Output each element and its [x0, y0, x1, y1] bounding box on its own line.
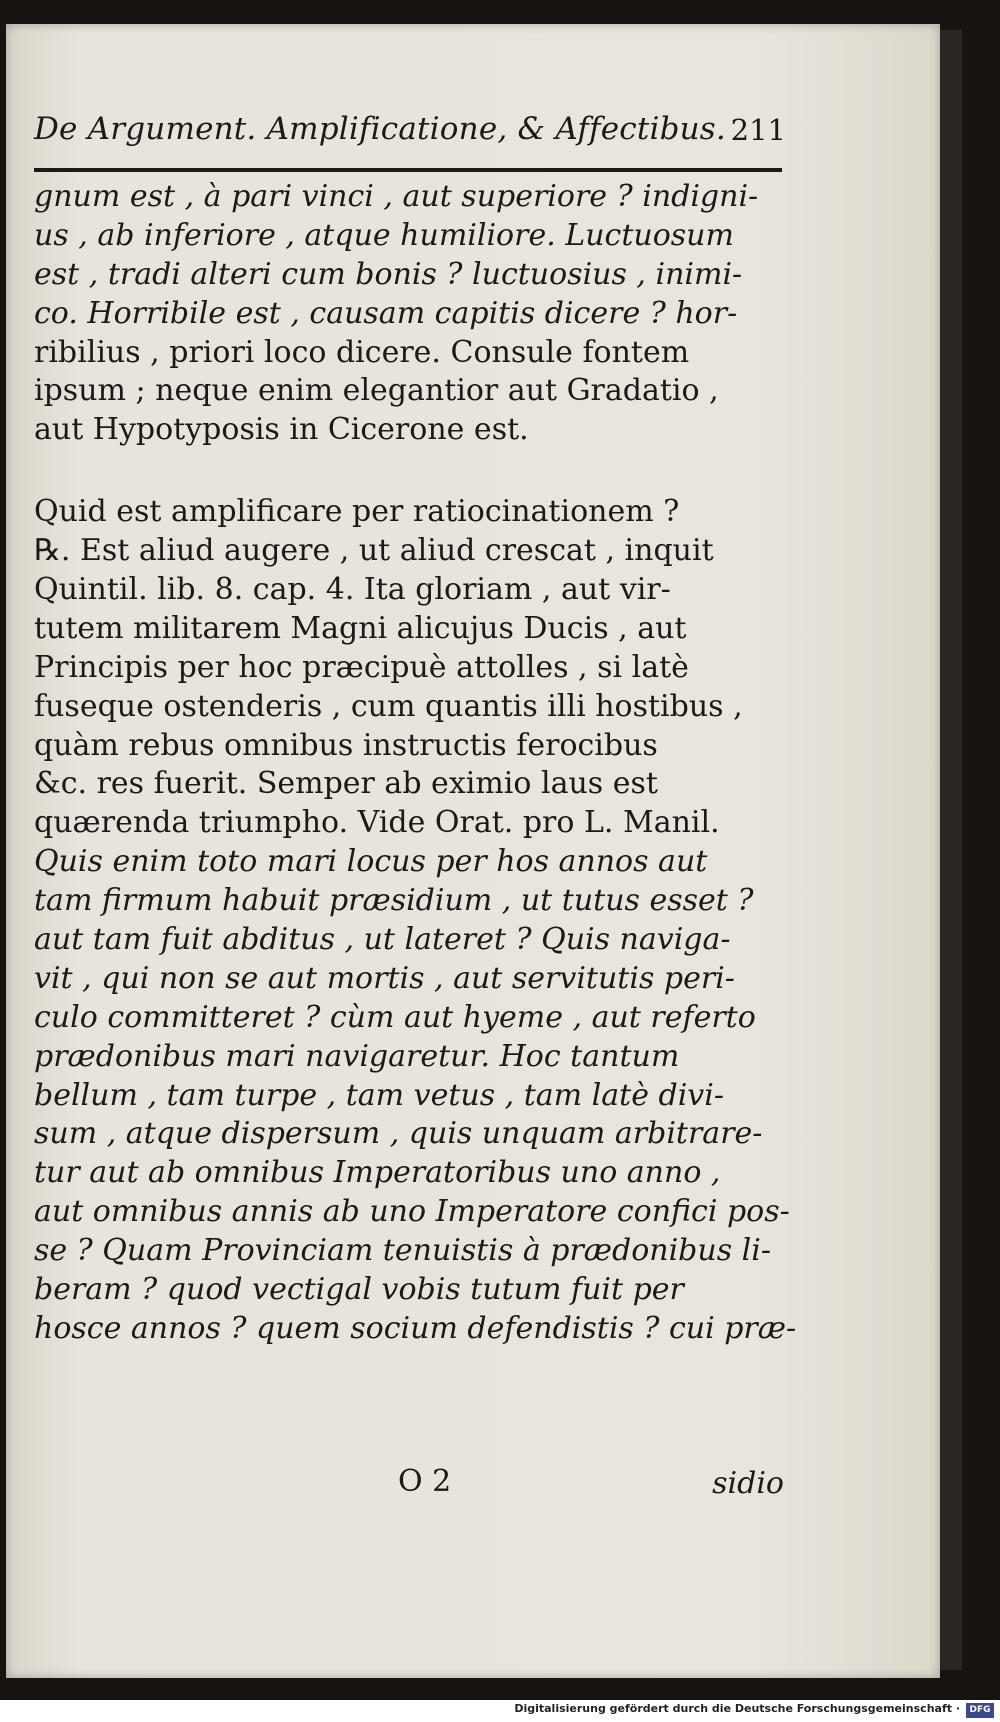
catchword: sidio	[712, 1466, 784, 1501]
text-line: fuseque ostenderis , cum quantis illi hostibus ,	[34, 688, 743, 724]
signature-mark: O 2	[398, 1464, 452, 1499]
text-line: prædonibus mari navigaretur. Hoc tantum	[34, 1038, 680, 1074]
text-line: se ? Quam Provinciam tenuistis à prædonibus li-	[34, 1233, 771, 1269]
text-line: tur aut ab omnibus Imperatoribus uno anno ,	[34, 1155, 721, 1191]
text-line: ℞. Est aliud augere , ut aliud crescat , inquit	[34, 533, 714, 569]
header-rule	[34, 168, 782, 172]
funding-credit: Digitalisierung gefördert durch die Deutsche Forschungsgemeinschaft ·	[514, 1702, 960, 1715]
text-line: Quis enim toto mari locus per hos annos aut	[34, 844, 708, 880]
text-line: us , ab inferiore , atque humiliore. Luctuosum	[34, 217, 734, 253]
page-header	[30, 103, 790, 151]
text-line: tutem militarem Magni alicujus Ducis , aut	[34, 610, 687, 646]
text-line: co. Horribile est , causam capitis dicere ? hor-	[34, 295, 738, 331]
dfg-logo: DFG	[966, 1703, 994, 1718]
text-line: aut Hypotyposis in Cicerone est.	[34, 412, 529, 448]
text-line: est , tradi alteri cum bonis ? luctuosius , inimi-	[34, 256, 743, 292]
text-line: ipsum ; neque enim elegantior aut Gradatio ,	[34, 373, 719, 409]
text-line: Quintil. lib. 8. cap. 4. Ita gloriam , aut vir-	[34, 572, 671, 608]
page-body-text	[34, 178, 797, 1349]
paragraph-gap	[34, 450, 786, 493]
text-line: quærenda triumpho. Vide Orat. pro L. Manil.	[34, 805, 720, 841]
text-line: gnum est , à pari vinci , aut superiore ? indigni-	[34, 179, 759, 214]
text-line: ribilius , priori loco dicere. Consule fontem	[34, 334, 690, 370]
book-edge	[940, 30, 962, 1670]
text-line: Quid est amplificare per ratiocinationem ?	[34, 494, 680, 530]
running-head: De Argument. Amplificatione, & Affectibus.	[34, 111, 726, 147]
text-line: sum , atque dispersum , quis unquam arbitrare-	[34, 1116, 763, 1152]
text-line: aut omnibus annis ab uno Imperatore confici pos-	[34, 1194, 790, 1230]
text-line: bellum , tam turpe , tam vetus , tam latè divi-	[34, 1077, 724, 1113]
text-line: culo committeret ? cùm aut hyeme , aut referto	[34, 999, 756, 1035]
text-line: beram ? quod vectigal vobis tutum fuit per	[34, 1272, 684, 1308]
text-line: aut tam fuit abditus , ut lateret ? Quis naviga-	[34, 922, 731, 958]
text-line: hosce annos ? quem socium defendistis ? cui præ-	[34, 1310, 797, 1346]
text-line: quàm rebus omnibus instructis ferocibus	[34, 727, 658, 763]
text-line: vit , qui non se aut mortis , aut servitutis peri-	[34, 960, 735, 996]
text-line: &c. res fuerit. Semper ab eximio laus est	[34, 766, 658, 802]
page-number: 211	[730, 113, 786, 147]
footer-bar	[0, 1700, 1000, 1722]
text-line: Principis per hoc præcipuè attolles , si latè	[34, 649, 689, 685]
text-line: tam firmum habuit præsidium , ut tutus esset ?	[34, 883, 754, 919]
